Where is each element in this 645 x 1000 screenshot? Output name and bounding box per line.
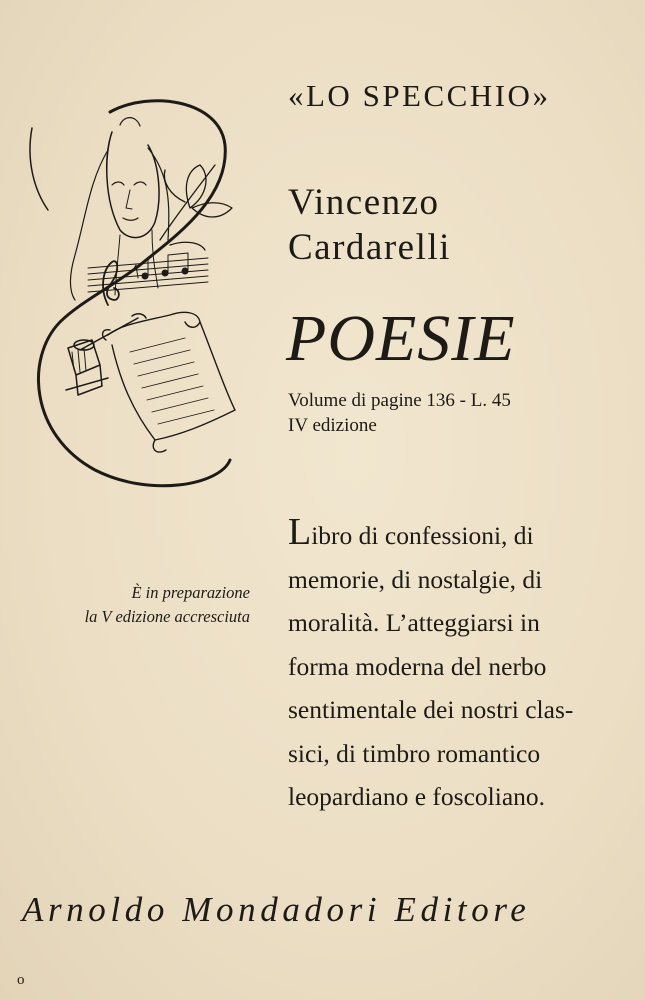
series-title: «LO SPECCHIO» xyxy=(288,78,551,113)
edition-note-line-2: la V edizione accresciuta xyxy=(84,607,250,626)
description-line-1-text: ibro di confessioni, di xyxy=(311,521,534,550)
description-line-2: memorie, di nostalgie, di xyxy=(288,564,543,594)
volume-info xyxy=(288,388,511,438)
description-line-6: sici, di timbro romantico xyxy=(288,738,541,768)
page-mark: o xyxy=(17,972,25,988)
author-first-name: Vincenzo xyxy=(288,182,440,223)
illustration-woman-music-ink xyxy=(20,90,265,490)
description-line-4: forma moderna del nerbo xyxy=(288,651,547,681)
description-line-1 xyxy=(288,513,618,558)
description-line-5: sentimentale dei nostri clas- xyxy=(288,695,574,724)
music-staff-icon xyxy=(88,253,208,305)
scroll-paper-icon xyxy=(103,312,235,452)
edition-note-line-1: È in preparazione xyxy=(131,583,250,602)
author-name xyxy=(288,180,451,270)
volume-edition: IV edizione xyxy=(288,415,377,436)
flourish-curve-icon xyxy=(38,101,230,486)
woman-face-icon xyxy=(70,118,168,300)
book-description xyxy=(288,513,618,819)
description-line-7: leopardiano e foscoliano. xyxy=(288,782,546,811)
publisher-name: Arnoldo Mondadori Editore xyxy=(22,890,531,929)
drop-cap: L xyxy=(288,511,312,553)
volume-pages-price: Volume di pagine 136 - L. 45 xyxy=(288,390,511,411)
description-line-3: moralità. L’atteggiarsi in xyxy=(288,608,540,637)
book-title: POESIE xyxy=(286,302,516,375)
author-last-name: Cardarelli xyxy=(288,227,451,268)
inkwell-icon xyxy=(66,340,108,395)
edition-note xyxy=(85,581,250,629)
